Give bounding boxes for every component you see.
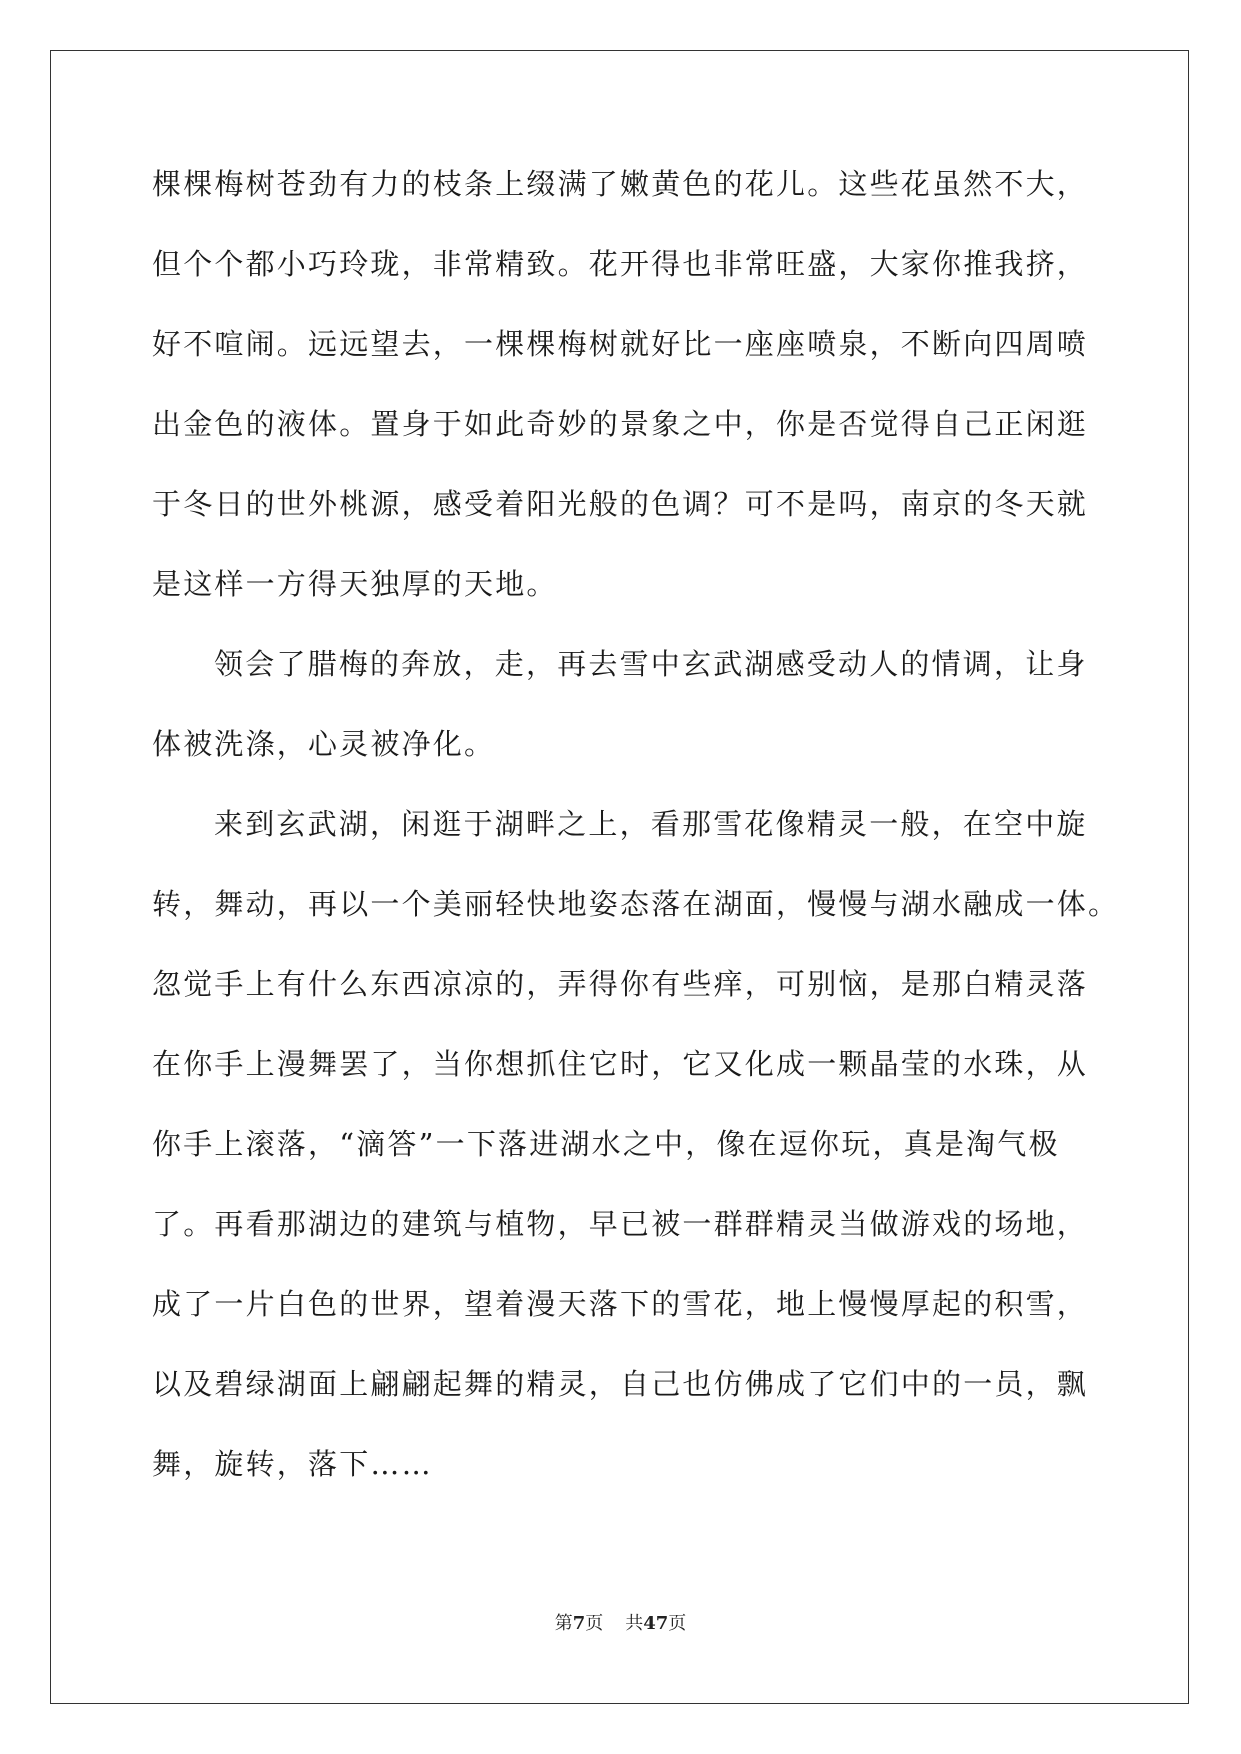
text-line: 棵棵梅树苍劲有力的枝条上缀满了嫩黄色的花儿。这些花虽然不大， (152, 167, 1089, 201)
current-page-number: 7 (572, 1613, 586, 1634)
text-line-paragraph-start: 来到玄武湖，闲逛于湖畔之上，看那雪花像精灵一般，在空中旋 (214, 807, 1088, 841)
text-line: 在你手上漫舞罢了，当你想抓住它时，它又化成一颗晶莹的水珠，从 (152, 1047, 1089, 1081)
text-line: 以及碧绿湖面上翩翩起舞的精灵，自己也仿佛成了它们中的一员，飘 (152, 1367, 1089, 1401)
text-line: 忽觉手上有什么东西凉凉的，弄得你有些痒，可别恼，是那白精灵落 (152, 967, 1089, 1001)
text-line: 是这样一方得天独厚的天地。 (152, 567, 558, 601)
text-line-paragraph-start: 领会了腊梅的奔放，走，再去雪中玄武湖感受动人的情调，让身 (214, 647, 1088, 681)
document-body (152, 158, 1120, 1518)
text-line: 了。再看那湖边的建筑与植物，早已被一群群精灵当做游戏的场地， (152, 1207, 1089, 1241)
text-line: 成了一片白色的世界，望着漫天落下的雪花，地上慢慢厚起的积雪， (152, 1287, 1089, 1321)
text-line: 出金色的液体。置身于如此奇妙的景象之中，你是否觉得自己正闲逛 (152, 407, 1089, 441)
footer-total-prefix: 共 (625, 1613, 644, 1634)
text-line: 转，舞动，再以一个美丽轻快地姿态落在湖面，慢慢与湖水融成一体。 (152, 887, 1120, 921)
text-line: 舞，旋转，落下…… (152, 1447, 433, 1481)
text-line: 于冬日的世外桃源，感受着阳光般的色调？可不是吗，南京的冬天就 (152, 487, 1089, 521)
footer-prefix: 第 (554, 1613, 573, 1634)
total-pages-number: 47 (643, 1613, 669, 1634)
footer-page-unit: 页 (585, 1613, 604, 1634)
page-footer (0, 1612, 1241, 1636)
text-line: 但个个都小巧玲珑，非常精致。花开得也非常旺盛，大家你推我挤， (152, 247, 1089, 281)
text-line: 好不喧闹。远远望去，一棵棵梅树就好比一座座喷泉，不断向四周喷 (152, 327, 1089, 361)
text-line: 体被洗涤，心灵被净化。 (152, 727, 496, 761)
footer-total-unit: 页 (668, 1613, 687, 1634)
text-line: 你手上滚落，“滴答”一下落进湖水之中，像在逗你玩，真是淘气极 (152, 1127, 1060, 1161)
